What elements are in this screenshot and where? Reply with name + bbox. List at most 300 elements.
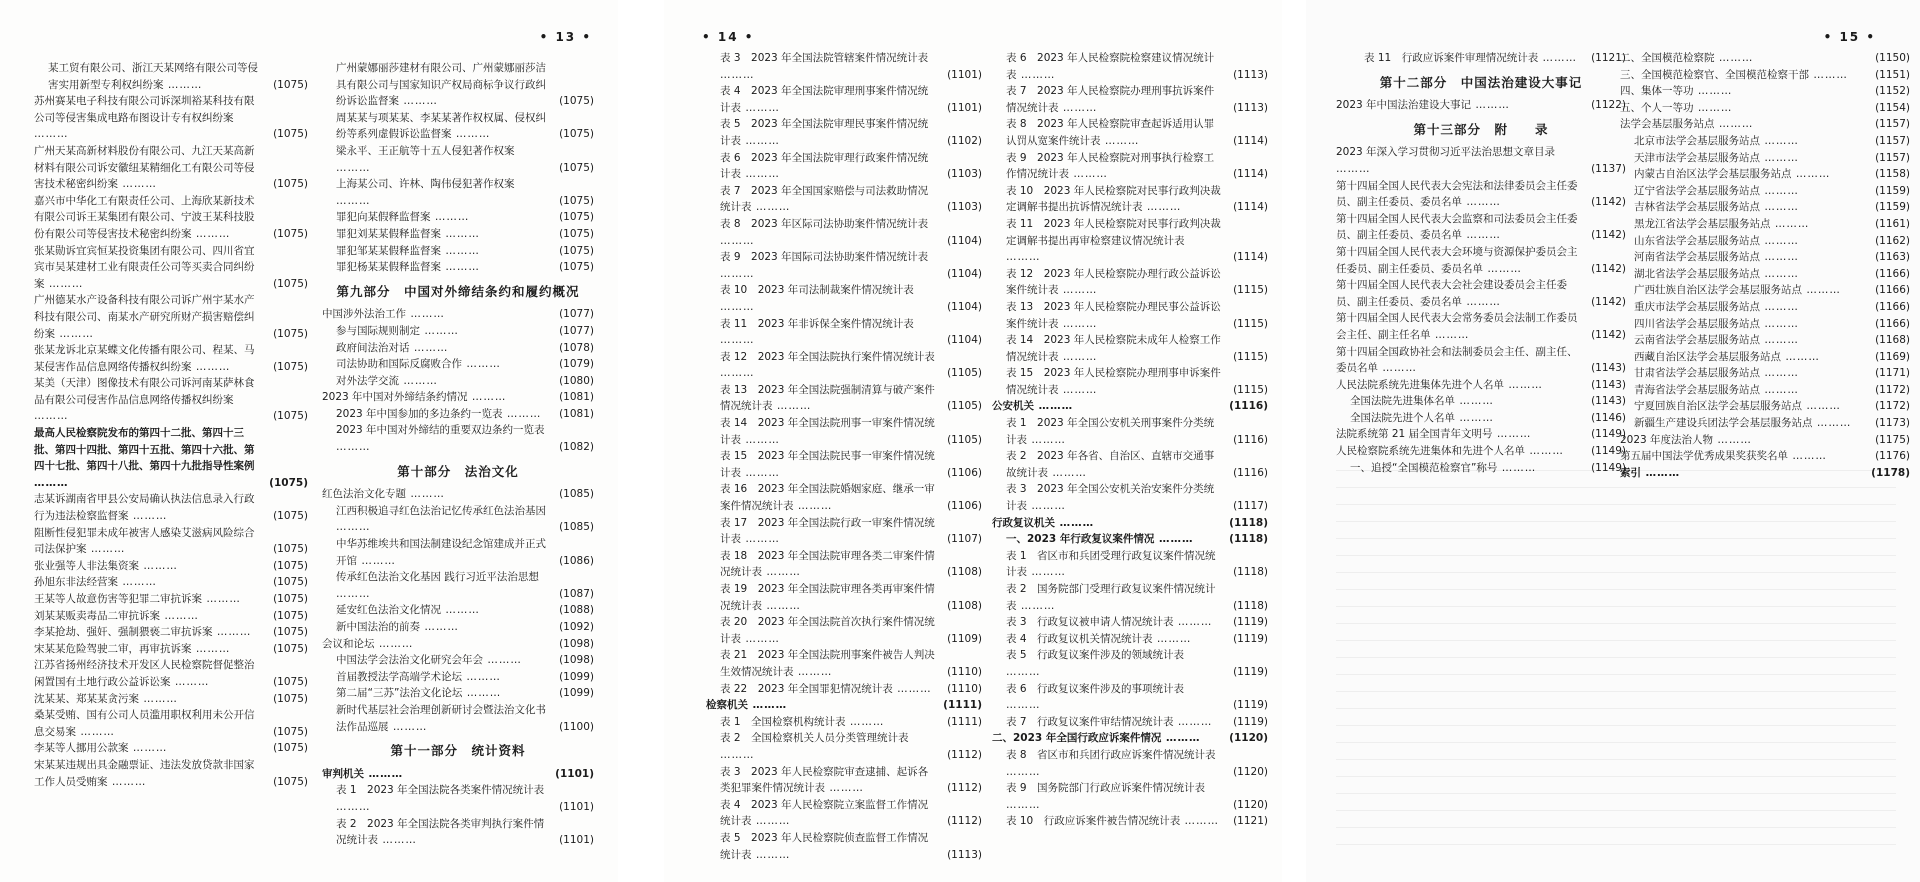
toc-entry-page: (1075) <box>273 742 308 755</box>
toc-entry[interactable] <box>1336 144 1626 177</box>
toc-entry-page: (1163) <box>1875 251 1910 264</box>
toc-entry[interactable] <box>992 299 1268 332</box>
toc-entry[interactable] <box>1620 67 1910 84</box>
toc-entry[interactable] <box>706 349 982 382</box>
dot-leader: ……… <box>441 244 480 257</box>
toc-entry[interactable] <box>992 83 1268 116</box>
toc-entry[interactable] <box>992 681 1268 714</box>
toc-entry[interactable] <box>706 216 982 249</box>
dot-leader: ……… <box>1760 234 1799 247</box>
toc-entry[interactable] <box>706 50 982 83</box>
dot-leader: ……… <box>336 800 371 813</box>
toc-entry[interactable] <box>706 515 982 548</box>
dot-leader: ……… <box>212 626 252 639</box>
toc-entry-page: (1116) <box>1229 400 1268 413</box>
toc-entry-page: (1105) <box>947 400 982 413</box>
toc-entry[interactable] <box>322 422 594 455</box>
toc-entry[interactable] <box>992 150 1268 183</box>
toc-entry[interactable] <box>322 373 594 390</box>
toc-entry[interactable] <box>992 398 1268 415</box>
dot-leader: ……… <box>741 134 780 147</box>
dot-leader: ……… <box>1016 68 1056 81</box>
toc-entry-page: (1119) <box>1233 715 1268 728</box>
toc-entry[interactable] <box>992 415 1268 448</box>
toc-entry[interactable] <box>992 581 1268 614</box>
toc-entry-title: 罪犯刘某某假释监督案 <box>336 227 441 240</box>
dot-leader: ……… <box>1802 400 1841 413</box>
toc-entry[interactable] <box>992 448 1268 481</box>
toc-entry-page: (1111) <box>947 715 982 728</box>
toc-column-right <box>322 60 594 849</box>
toc-entry[interactable] <box>1620 199 1910 216</box>
toc-entry-page: (1086) <box>559 554 594 567</box>
toc-entry[interactable] <box>34 691 308 708</box>
toc-entry[interactable] <box>322 340 594 357</box>
toc-entry[interactable] <box>34 193 308 243</box>
toc-entry[interactable] <box>706 614 982 647</box>
toc-entry-title: 二、2023 年全国行政应诉案件情况 <box>992 732 1162 745</box>
toc-entry[interactable] <box>322 782 594 815</box>
dot-leader: ……… <box>451 128 491 141</box>
toc-entry-page: (1149) <box>1591 428 1626 441</box>
dot-leader: ……… <box>34 476 69 489</box>
toc-entry-title: 参与国际规则制定 <box>336 324 420 337</box>
toc-entry[interactable] <box>322 243 594 260</box>
toc-entry[interactable] <box>34 491 308 524</box>
toc-entry[interactable] <box>1336 460 1626 477</box>
toc-entry[interactable] <box>992 531 1268 548</box>
toc-entry-page: (1104) <box>947 300 982 313</box>
toc-entry[interactable] <box>34 425 308 491</box>
toc-entry-title: 四、集体一等功 <box>1620 85 1694 98</box>
toc-entry-page: (1108) <box>947 599 982 612</box>
toc-entry[interactable] <box>1336 426 1626 443</box>
toc-entry-title: 梁永平、王正航等十五人侵犯著作权案 <box>336 144 515 157</box>
toc-entry[interactable] <box>34 624 308 641</box>
toc-entry[interactable] <box>322 259 594 276</box>
toc-entry[interactable] <box>1620 50 1910 67</box>
toc-entry[interactable] <box>1336 344 1626 377</box>
dot-leader: ……… <box>1058 317 1098 330</box>
toc-entry-page: (1081) <box>559 407 594 420</box>
toc-entry-page: (1157) <box>1875 134 1910 147</box>
toc-entry[interactable] <box>34 608 308 625</box>
toc-entry[interactable] <box>1336 410 1626 427</box>
toc-entry-title: 孙旭东非法经营案 <box>34 576 118 589</box>
toc-entry[interactable] <box>706 249 982 282</box>
toc-entry[interactable] <box>706 830 982 863</box>
toc-entry[interactable] <box>34 243 308 293</box>
toc-entry[interactable] <box>1336 393 1626 410</box>
dot-leader: ……… <box>441 261 480 274</box>
dot-leader: ……… <box>86 543 126 556</box>
toc-entry-page: (1080) <box>559 374 594 387</box>
toc-entry[interactable] <box>1620 316 1910 333</box>
toc-column-right <box>1620 50 1910 481</box>
dot-leader: ……… <box>1760 317 1799 330</box>
dot-leader: ……… <box>1760 134 1799 147</box>
toc-entry-title: 新中国法治的前奏 <box>336 621 420 633</box>
toc-entry-title: 新疆生产建设兵团法学会基层服务站点 <box>1634 417 1813 430</box>
toc-entry[interactable] <box>34 757 308 790</box>
toc-entry-page: (1085) <box>559 521 594 534</box>
toc-entry[interactable] <box>1620 266 1910 283</box>
toc-entry-page: (1166) <box>1875 284 1910 297</box>
toc-entry[interactable] <box>34 591 308 608</box>
toc-entry[interactable] <box>1620 299 1910 316</box>
toc-entry[interactable] <box>34 93 308 143</box>
dot-leader: ……… <box>1006 798 1041 811</box>
dot-leader: ……… <box>1058 101 1098 114</box>
toc-entry-title: 阻断性侵犯罪未成年被害人感染艾滋病风险综合司法保护案 <box>34 526 255 556</box>
dot-leader: ……… <box>44 277 84 290</box>
toc-entry[interactable] <box>706 647 982 680</box>
toc-entry[interactable] <box>34 558 308 575</box>
toc-entry-page: (1101) <box>559 834 594 847</box>
toc-entry-title: 表 3 行政复议被申请人情况统计表 <box>1006 616 1174 629</box>
toc-entry[interactable] <box>992 813 1268 830</box>
toc-entry-title: 表 12 2023 年全国法院执行案件情况统计表 <box>720 350 935 363</box>
toc-entry[interactable] <box>1336 211 1626 244</box>
toc-entry-title: 第十四届全国人民代表大会宪法和法律委员会主任委员、副主任委员、委员名单 <box>1336 179 1578 209</box>
toc-entry[interactable] <box>34 657 308 690</box>
dot-leader: ……… <box>1006 251 1041 264</box>
toc-entry-page: (1115) <box>1233 383 1268 396</box>
toc-entry[interactable] <box>322 143 594 176</box>
toc-entry[interactable] <box>1336 97 1626 114</box>
toc-entry[interactable] <box>1336 244 1626 277</box>
toc-entry[interactable] <box>706 797 982 830</box>
dot-leader: ……… <box>118 178 157 191</box>
toc-entry-page: (1075) <box>559 211 594 224</box>
toc-entry-page: (1110) <box>947 665 982 678</box>
toc-entry[interactable] <box>322 602 594 619</box>
toc-entry-page: (1118) <box>1233 566 1268 579</box>
toc-entry-page: (1166) <box>1875 267 1910 280</box>
dot-leader: ……… <box>1336 162 1371 175</box>
toc-entry-title: 广西壮族自治区法学会基层服务站点 <box>1634 284 1802 297</box>
dot-leader: ……… <box>1152 632 1192 645</box>
toc-entry[interactable] <box>34 60 308 93</box>
toc-entry[interactable] <box>1620 448 1910 465</box>
toc-entry-title: 最高人民检察院发布的第四十二批、第四十三批、第四十四批、第四十五批、第四十六批、第四十七批、第四十八批、第四十九批指导性案例 <box>34 427 255 473</box>
toc-entry[interactable] <box>1620 100 1910 117</box>
toc-entry[interactable] <box>322 110 594 143</box>
toc-entry[interactable] <box>1336 310 1626 343</box>
toc-entry[interactable] <box>1620 249 1910 266</box>
toc-entry[interactable] <box>706 581 982 614</box>
dot-leader: ……… <box>202 593 241 605</box>
toc-page-14 <box>664 0 1282 882</box>
dot-leader: ……… <box>107 775 147 788</box>
toc-entry[interactable] <box>992 780 1268 813</box>
toc-entry-title: 王某等人故意伤害等犯罪二审抗诉案 <box>34 593 202 605</box>
toc-entry-title: 第十四届全国人民代表大会环境与资源保护委员会主任委员、副主任委员、委员名单 <box>1336 245 1578 275</box>
toc-entry[interactable] <box>706 764 982 797</box>
dot-leader: ……… <box>1058 350 1098 363</box>
dot-leader: ……… <box>1802 284 1841 297</box>
dot-leader: ……… <box>1714 52 1754 64</box>
toc-entry-title: 志某诉湖南省甲县公安局确认执法信息录入行政行为违法检察监督案 <box>34 493 255 523</box>
toc-entry[interactable] <box>992 747 1268 780</box>
toc-entry-title: 表 3 2023 年人民检察院审查逮捕、起诉各类犯罪案件情况统计表 <box>720 765 929 795</box>
toc-entry[interactable] <box>1620 332 1910 349</box>
dot-leader: ……… <box>378 834 417 847</box>
toc-entry-page: (1081) <box>559 391 594 404</box>
dot-leader: ……… <box>399 95 438 108</box>
toc-entry-page: (1075) <box>273 692 308 705</box>
toc-entry-title: 表 2 2023 年各省、自治区、直辖市交通事故统计表 <box>1006 450 1215 479</box>
toc-entry[interactable] <box>706 415 982 448</box>
toc-entry-title: 表 10 2023 年人民检察院对民事行政判决裁定调解书提出抗诉情况统计表 <box>1006 184 1221 214</box>
toc-entry[interactable] <box>322 406 594 423</box>
toc-entry[interactable] <box>992 631 1268 648</box>
toc-entry[interactable] <box>1336 178 1626 211</box>
toc-entry[interactable] <box>992 183 1268 216</box>
dot-leader: ……… <box>1462 196 1501 209</box>
toc-entry-title: 公安机关 <box>992 400 1034 413</box>
toc-entry[interactable] <box>1336 277 1626 310</box>
toc-entry-title: 索引 <box>1620 466 1641 479</box>
toc-entry[interactable] <box>992 614 1268 631</box>
toc-entry[interactable] <box>322 306 594 323</box>
toc-entry-page: (1101) <box>947 101 982 114</box>
toc-entry[interactable] <box>34 375 308 425</box>
toc-entry[interactable] <box>1620 349 1910 366</box>
toc-entry-page: (1104) <box>947 267 982 280</box>
toc-entry[interactable] <box>1620 465 1910 482</box>
toc-entry[interactable] <box>706 382 982 415</box>
toc-entry[interactable] <box>1620 382 1910 399</box>
toc-entry[interactable] <box>706 116 982 149</box>
dot-leader: ……… <box>751 201 791 214</box>
toc-entry[interactable] <box>992 481 1268 514</box>
dot-leader: ……… <box>720 234 755 247</box>
toc-entry[interactable] <box>322 389 594 406</box>
toc-entry[interactable] <box>1620 233 1910 250</box>
toc-entry[interactable] <box>322 60 594 110</box>
toc-entry[interactable] <box>322 636 594 653</box>
toc-entry[interactable] <box>992 50 1268 83</box>
toc-entry[interactable] <box>992 515 1268 532</box>
toc-entry-title: 表 5 2023 年全国法院审理民事案件情况统计表 <box>720 118 929 147</box>
dot-leader: ……… <box>1455 395 1494 408</box>
dot-leader: ……… <box>139 559 178 572</box>
toc-entry[interactable] <box>322 619 594 636</box>
toc-entry[interactable] <box>1620 282 1910 299</box>
dot-leader: ……… <box>720 334 755 347</box>
dot-leader: ……… <box>462 358 501 371</box>
toc-entry[interactable] <box>34 525 308 558</box>
toc-entry-page: (1075) <box>559 194 594 207</box>
dot-leader: ……… <box>1641 466 1681 479</box>
toc-entry[interactable] <box>1336 443 1626 460</box>
toc-entry[interactable] <box>706 448 982 481</box>
dot-leader: ……… <box>1770 217 1810 230</box>
toc-entry[interactable] <box>706 316 982 349</box>
toc-entry[interactable] <box>992 116 1268 149</box>
toc-entry[interactable] <box>34 143 308 193</box>
toc-entry[interactable] <box>706 548 982 581</box>
toc-entry[interactable] <box>706 714 982 731</box>
toc-entry[interactable] <box>706 481 982 514</box>
toc-entry-page: (1075) <box>273 410 308 423</box>
toc-entry[interactable] <box>992 365 1268 398</box>
toc-entry-page: (1100) <box>559 720 594 733</box>
toc-entry[interactable] <box>992 730 1268 747</box>
toc-entry[interactable] <box>322 685 594 702</box>
toc-entry-title: 江西积极追寻红色法治记忆传承红色法治基因 <box>336 504 546 517</box>
toc-entry-page: (1075) <box>273 178 308 191</box>
toc-entry[interactable] <box>322 323 594 340</box>
toc-entry-page: (1112) <box>947 815 982 828</box>
toc-entry[interactable] <box>706 83 982 116</box>
toc-entry[interactable] <box>34 641 308 658</box>
toc-entry[interactable] <box>322 209 594 226</box>
dot-leader: ……… <box>741 168 780 181</box>
toc-entry-title: 表 11 2023 年人民检察院对民事行政判决裁定调解书提出再审检察建议情况统计表 <box>1006 217 1221 247</box>
toc-entry[interactable] <box>322 503 594 536</box>
dot-leader: ……… <box>420 621 459 633</box>
toc-entry[interactable] <box>322 486 594 503</box>
toc-entry[interactable] <box>706 150 982 183</box>
toc-entry-page: (1150) <box>1875 52 1910 64</box>
toc-entry-title: 黑龙江省法学会基层服务站点 <box>1634 217 1771 230</box>
toc-entry-page: (1119) <box>1233 616 1268 629</box>
toc-entry-title: 张某勋诉宜宾恒某投资集团有限公司、四川省宜宾市吴某建材工业有限责任公司等买卖合同纠纷案 <box>34 244 255 290</box>
toc-entry-title: 第十四届全国人民代表大会社会建设委员会主任委员、副主任委员、委员名单 <box>1336 279 1567 308</box>
toc-entry-page: (1075) <box>273 277 308 290</box>
toc-entry[interactable] <box>322 226 594 243</box>
dot-leader: ……… <box>430 211 470 224</box>
toc-entry-page: (1161) <box>1875 217 1910 230</box>
toc-entry-page: (1075) <box>273 510 308 523</box>
toc-entry-title: 表 6 行政复议案件涉及的事项统计表 <box>1006 682 1185 695</box>
toc-entry[interactable] <box>1620 183 1910 200</box>
toc-entry-title: 表 8 省区市和兵团行政应诉案件情况统计表 <box>1006 748 1216 761</box>
toc-entry[interactable] <box>322 669 594 686</box>
toc-entry[interactable] <box>1620 216 1910 233</box>
toc-entry[interactable] <box>1336 377 1626 394</box>
toc-entry[interactable] <box>322 356 594 373</box>
toc-entry-page: (1075) <box>273 78 308 91</box>
dot-leader: ……… <box>1492 428 1532 441</box>
toc-entry[interactable] <box>1620 432 1910 449</box>
dot-leader: ……… <box>441 227 480 240</box>
toc-entry-page: (1105) <box>947 433 982 446</box>
toc-entry[interactable] <box>992 216 1268 266</box>
toc-entry-title: 第十四届全国政协社会和法制委员会主任、副主任、委员名单 <box>1336 345 1578 375</box>
dot-leader: ……… <box>462 687 502 700</box>
toc-entry-title: 张某龙诉北京某蝶文化传播有限公司、程某、马某侵害作品信息网络传播权纠纷案 <box>34 344 255 373</box>
toc-entry[interactable] <box>322 176 594 209</box>
toc-entry[interactable] <box>706 730 982 763</box>
toc-entry-title: 表 7 2023 年全国国家赔偿与司法救助情况统计表 <box>720 184 929 214</box>
toc-entry[interactable] <box>1620 150 1910 167</box>
dot-leader: ……… <box>1714 118 1754 131</box>
toc-entry[interactable] <box>706 697 982 714</box>
toc-entry[interactable] <box>34 574 308 591</box>
toc-entry-page: (1075) <box>273 593 308 605</box>
dot-leader: ……… <box>336 587 371 600</box>
toc-entry[interactable] <box>1620 116 1910 133</box>
dot-leader: ……… <box>793 665 833 678</box>
dot-leader: ……… <box>170 675 210 688</box>
toc-entry[interactable] <box>1620 398 1910 415</box>
toc-entry[interactable] <box>992 266 1268 299</box>
toc-entry-title: 传承红色法治文化基因 践行习近平法治思想 <box>336 571 539 584</box>
toc-entry-page: (1098) <box>559 654 594 667</box>
toc-entry-title: 表 15 2023 年人民检察院办理刑事申诉案件情况统计表 <box>1006 367 1221 396</box>
toc-entry-page: (1075) <box>273 642 308 655</box>
toc-entry[interactable] <box>1620 415 1910 432</box>
toc-entry-title: 表 14 2023 年人民检察院未成年人检察工作情况统计表 <box>1006 334 1221 363</box>
toc-entry-page: (1077) <box>559 324 594 337</box>
toc-entry-title: 江苏省扬州经济技术开发区人民检察院督促整治闲置国有土地行政公益诉讼案 <box>34 659 255 688</box>
toc-entry[interactable] <box>1620 166 1910 183</box>
toc-entry-page: (1143) <box>1591 378 1626 391</box>
toc-entry[interactable] <box>706 681 982 698</box>
toc-entry-page: (1115) <box>1233 317 1268 330</box>
toc-entry[interactable] <box>1620 365 1910 382</box>
toc-entry[interactable] <box>322 536 594 569</box>
toc-entry-title: 表 11 2023 年非诉保全案件情况统计表 <box>720 317 914 330</box>
dot-leader: ……… <box>1462 295 1501 308</box>
toc-page-15 <box>1306 0 1920 882</box>
toc-entry[interactable] <box>1336 50 1626 67</box>
toc-entry-page: (1120) <box>1233 765 1268 778</box>
toc-entry[interactable] <box>706 183 982 216</box>
toc-entry[interactable] <box>1620 83 1910 100</box>
toc-column-right <box>992 50 1268 830</box>
toc-entry[interactable] <box>322 816 594 849</box>
toc-entry[interactable] <box>322 766 594 783</box>
dot-leader: ……… <box>1161 732 1201 745</box>
toc-entry[interactable] <box>992 647 1268 680</box>
show-through-texture <box>1336 470 1896 850</box>
toc-entry-title: 表 4 行政复议机关情况统计表 <box>1006 632 1153 645</box>
toc-entry-title: 二、全国模范检察院 <box>1620 52 1715 64</box>
toc-entry[interactable] <box>322 652 594 669</box>
toc-entry[interactable] <box>1620 133 1910 150</box>
toc-entry-page: (1137) <box>1591 162 1626 175</box>
dot-leader: ……… <box>748 699 788 712</box>
toc-entry-title: 宁夏回族自治区法学会基层服务站点 <box>1634 400 1802 413</box>
toc-entry-title: 吉林省法学会基层服务站点 <box>1634 201 1760 214</box>
toc-entry[interactable] <box>34 740 308 757</box>
toc-entry-page: (1157) <box>1875 151 1910 164</box>
toc-entry[interactable] <box>992 714 1268 731</box>
dot-leader: ……… <box>1006 765 1041 778</box>
toc-entry[interactable] <box>706 282 982 315</box>
toc-entry-page: (1075) <box>273 609 308 622</box>
dot-leader: ……… <box>1142 201 1182 214</box>
toc-entry[interactable] <box>34 292 308 342</box>
toc-entry[interactable] <box>34 342 308 375</box>
toc-entry-title: 表 9 国务院部门行政应诉案件情况统计表 <box>1006 782 1206 795</box>
dot-leader: ……… <box>409 341 449 354</box>
toc-entry-page: (1103) <box>947 168 982 181</box>
toc-entry[interactable] <box>992 332 1268 365</box>
toc-entry[interactable] <box>322 702 594 735</box>
dot-leader: ……… <box>1760 300 1799 313</box>
dot-leader: ……… <box>720 300 755 313</box>
toc-entry[interactable] <box>322 569 594 602</box>
page-number: • 13 • <box>539 30 592 44</box>
toc-entry[interactable] <box>992 548 1268 581</box>
toc-entry[interactable] <box>34 707 308 740</box>
dot-leader: ……… <box>741 101 780 114</box>
